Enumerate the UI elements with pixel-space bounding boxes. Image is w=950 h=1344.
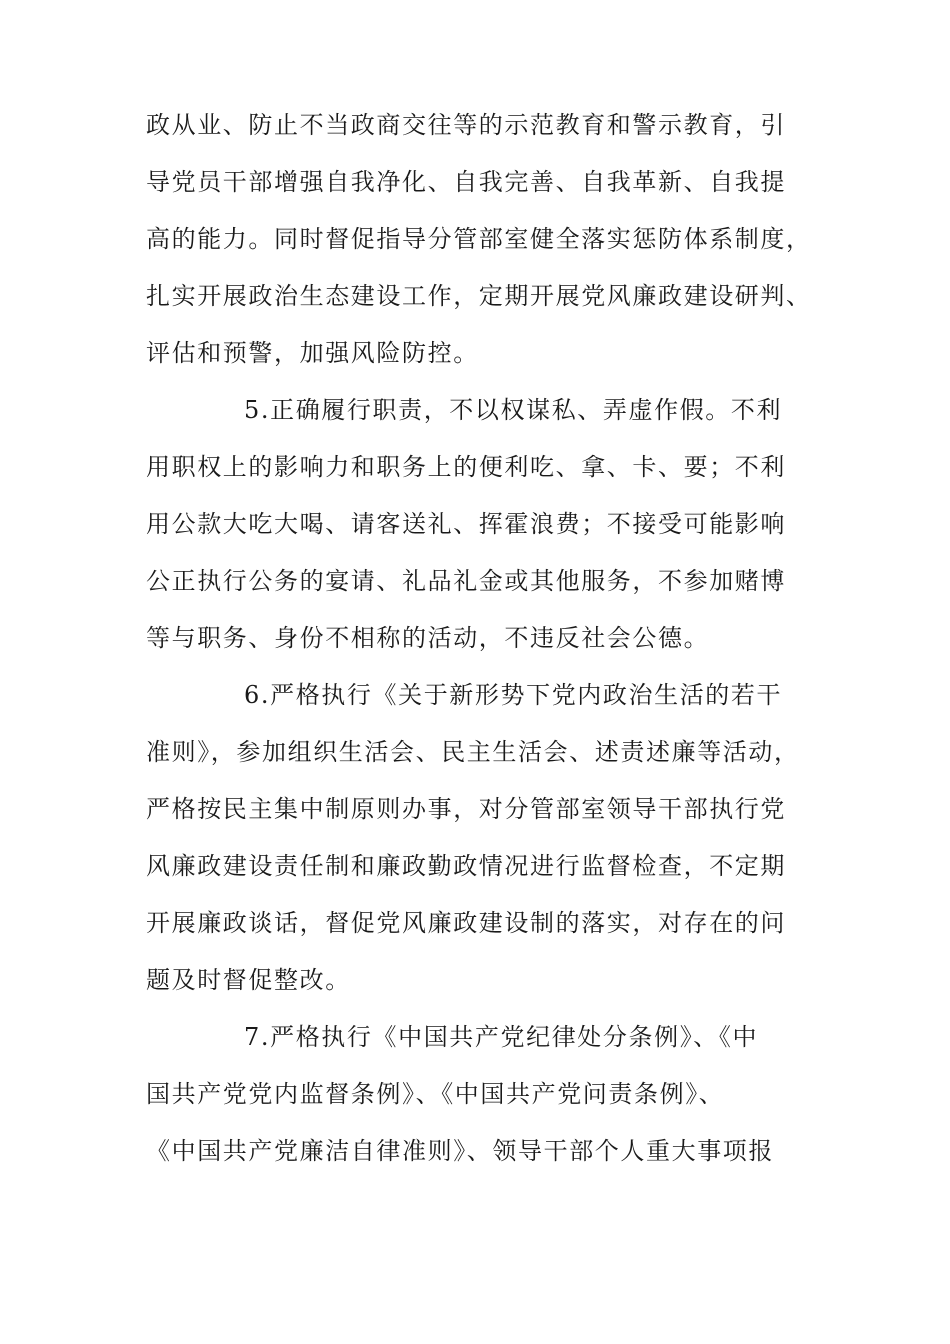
text-line: 题及时督促整改。 — [146, 966, 351, 994]
text-line: 评估和预警，加强风险防控。 — [146, 339, 479, 367]
text-line: 开展廉政谈话，督促党风廉政建设制的落实，对存在的问 — [146, 909, 786, 937]
text-line: 国共产党党内监督条例》、《中国共产党问责条例》、 — [146, 1080, 725, 1108]
text-line: 公正执行公务的宴请、礼品礼金或其他服务，不参加赌博 — [146, 567, 786, 595]
text-line: 高的能力。同时督促指导分管部室健全落实惩防体系制度， — [146, 225, 812, 253]
text-line: 风廉政建设责任制和廉政勤政情况进行监督检查，不定期 — [146, 852, 786, 880]
paragraph-7-first-line: 7.严格执行《中国共产党纪律处分条例》、《中 — [244, 1023, 759, 1051]
text-line: 导党员干部增强自我净化、自我完善、自我革新、自我提 — [146, 168, 786, 196]
paragraph-5-first-line: 5.正确履行职责，不以权谋私、弄虚作假。不利 — [244, 396, 783, 424]
text-line: 用公款大吃大喝、请客送礼、挥霍浪费；不接受可能影响 — [146, 510, 786, 538]
text-line: 准则》，参加组织生活会、民主生活会、述责述廉等活动， — [146, 738, 800, 766]
text-line: 政从业、防止不当政商交往等的示范教育和警示教育，引 — [146, 111, 786, 139]
text-line: 扎实开展政治生态建设工作，定期开展党风廉政建设研判、 — [146, 282, 812, 310]
text-line: 严格按民主集中制原则办事，对分管部室领导干部执行党 — [146, 795, 786, 823]
paragraph-6-first-line: 6.严格执行《关于新形势下党内政治生活的若干 — [244, 681, 783, 709]
text-line: 《中国共产党廉洁自律准则》、领导干部个人重大事项报 — [146, 1137, 774, 1165]
text-line: 等与职务、身份不相称的活动，不违反社会公德。 — [146, 624, 710, 652]
text-line: 用职权上的影响力和职务上的便利吃、拿、卡、要；不利 — [146, 453, 786, 481]
